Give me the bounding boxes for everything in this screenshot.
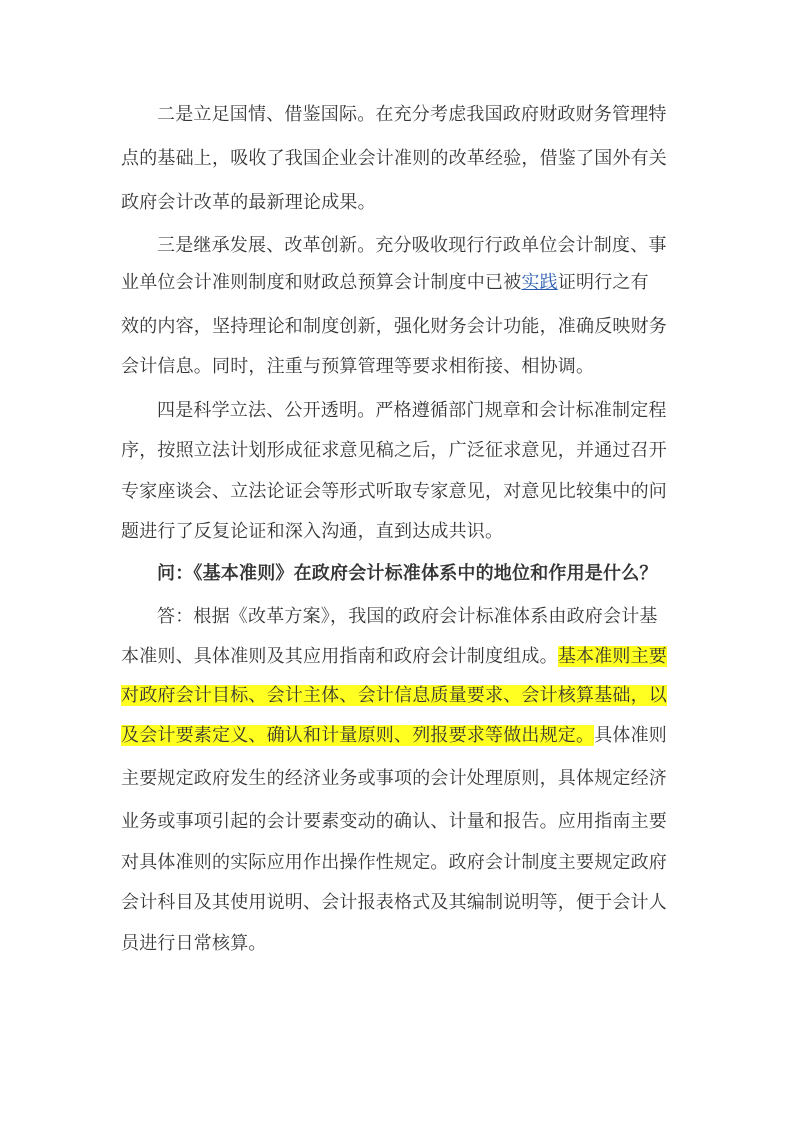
answer-line-5: 主要规定政府发生的经济业务或事项的会计处理原则，具体规定经济 bbox=[121, 768, 667, 789]
paragraph-2-line-4: 会计信息。同时，注重与预算管理等要求相衔接、相协调。 bbox=[121, 356, 595, 377]
paragraph-2-line-3: 效的内容，坚持理论和制度创新，强化财务会计功能，准确反映财务 bbox=[121, 316, 667, 337]
paragraph-2-line-1: 三是继承发展、改革创新。充分吸收现行行政单位会计制度、事 bbox=[157, 235, 667, 256]
paragraph-1-line-3: 政府会计改革的最新理论成果。 bbox=[121, 192, 376, 213]
answer-line-4-text: 具体准则 bbox=[594, 725, 668, 746]
paragraph-3-line-4: 题进行了反复论证和深入沟通，直到达成共识。 bbox=[121, 521, 504, 542]
paragraph-2-line-2-text-a: 业单位会计准则制度和财政总预算会计制度中已被 bbox=[121, 272, 522, 293]
paragraph-1-line-2: 点的基础上，吸收了我国企业会计准则的改革经验，借鉴了国外有关 bbox=[121, 148, 667, 169]
paragraph-2-line-2-text-b: 证明行之有 bbox=[557, 272, 649, 293]
answer-highlight-3: 及会计要素定义、确认和计量原则、列报要求等做出规定。 bbox=[121, 725, 595, 746]
answer-line-2 bbox=[121, 640, 667, 674]
answer-line-4 bbox=[121, 719, 667, 753]
answer-highlight-1: 基本准则主要 bbox=[557, 646, 668, 667]
answer-line-7: 对具体准则的实际应用作出操作性规定。政府会计制度主要规定政府 bbox=[121, 852, 667, 873]
answer-line-3 bbox=[121, 679, 667, 713]
practice-link[interactable]: 实践 bbox=[521, 272, 558, 293]
answer-line-9: 员进行日常核算。 bbox=[121, 933, 267, 954]
paragraph-2-line-2 bbox=[121, 266, 649, 300]
answer-line-6: 业务或事项引起的会计要素变动的确认、计量和报告。应用指南主要 bbox=[121, 811, 667, 832]
paragraph-1-line-1: 二是立足国情、借鉴国际。在充分考虑我国政府财政财务管理特 bbox=[157, 104, 667, 125]
paragraph-3-line-2: 序，按照立法计划形成征求意见稿之后，广泛征求意见，并通过召开 bbox=[121, 440, 667, 461]
answer-highlight-2: 对政府会计目标、会计主体、会计信息质量要求、会计核算基础，以 bbox=[121, 685, 667, 706]
paragraph-3-line-3: 专家座谈会、立法论证会等形式听取专家意见，对意见比较集中的问 bbox=[121, 481, 667, 502]
answer-line-2-text: 本准则、具体准则及其应用指南和政府会计制度组成。 bbox=[121, 646, 558, 667]
answer-line-8: 会计科目及其使用说明、会计报表格式及其编制说明等，便于会计人 bbox=[121, 892, 667, 913]
paragraph-3-line-1: 四是科学立法、公开透明。严格遵循部门规章和会计标准制定程 bbox=[157, 400, 667, 421]
question-heading: 问：《基本准则》在政府会计标准体系中的地位和作用是什么？ bbox=[157, 563, 658, 584]
answer-line-1: 答：根据《改革方案》，我国的政府会计标准体系由政府会计基 bbox=[157, 606, 658, 627]
